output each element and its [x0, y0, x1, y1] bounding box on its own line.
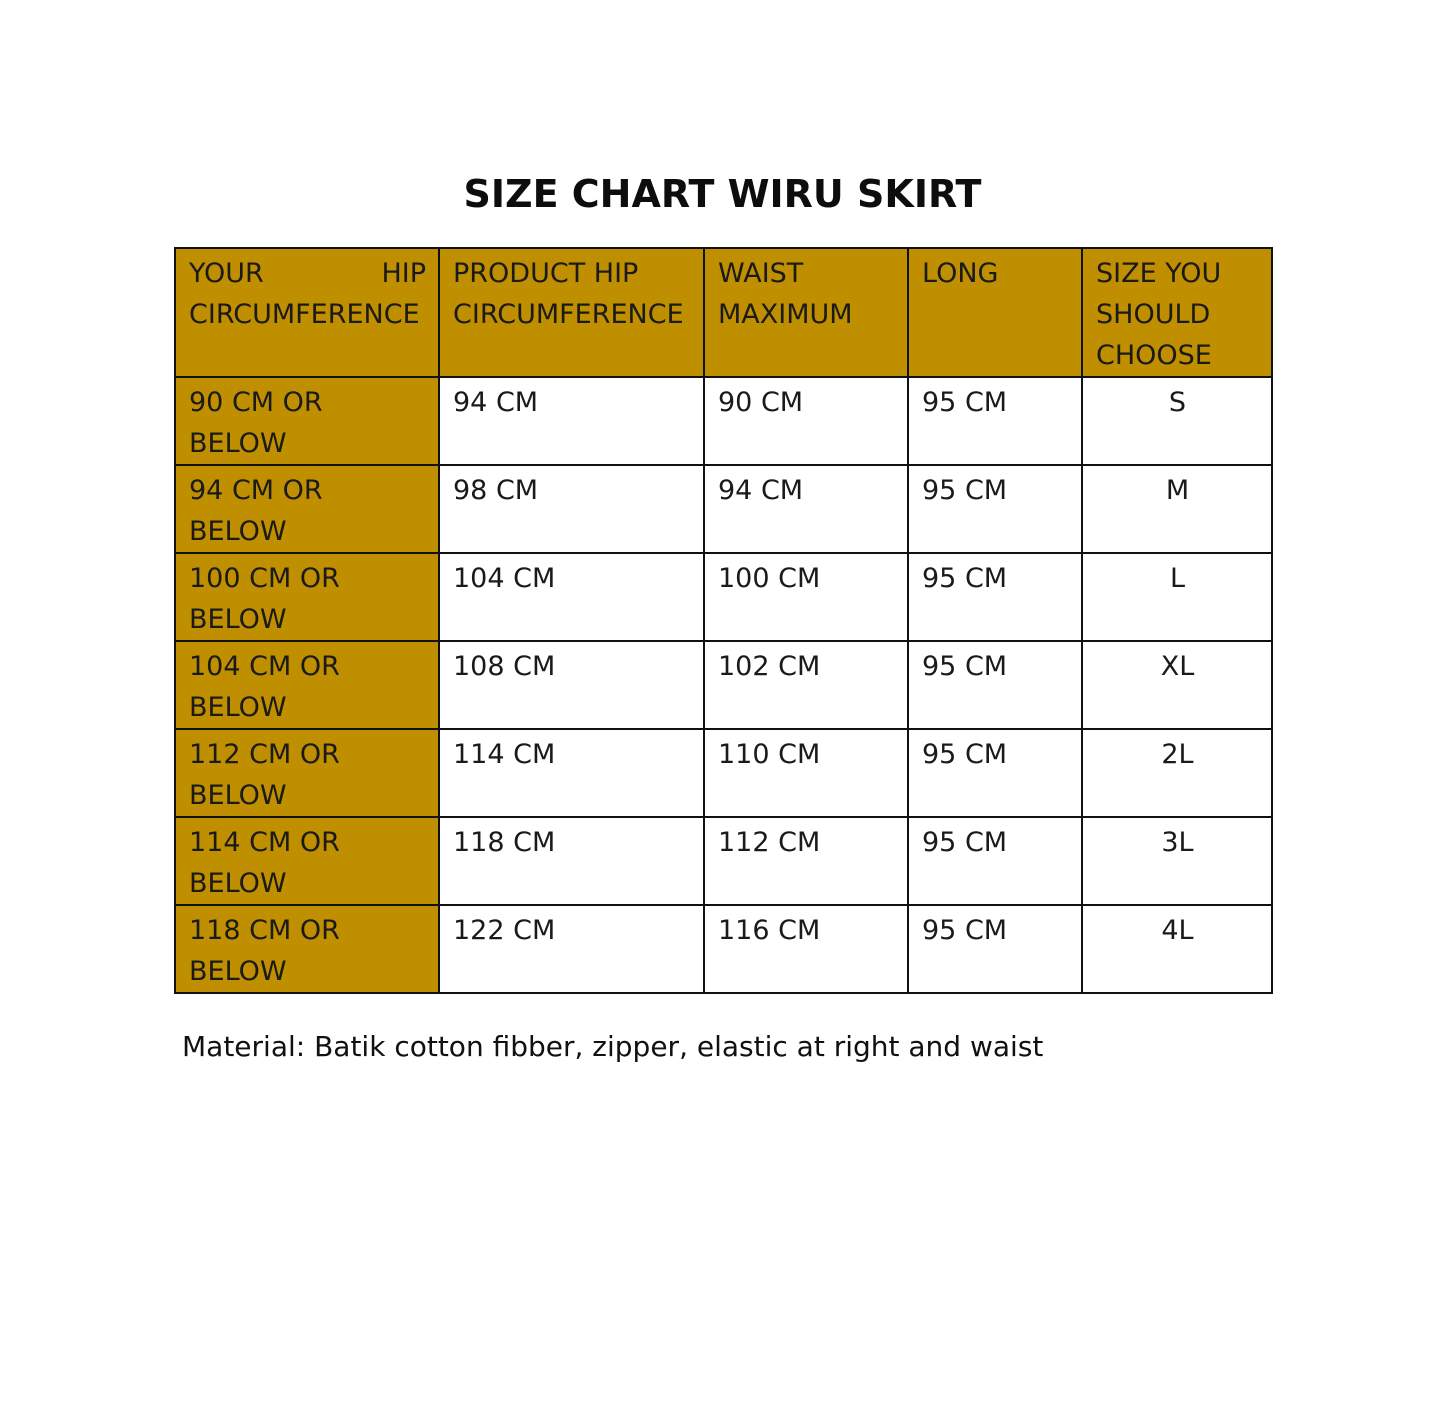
- your-hip-cell: 118 CM OR BELOW: [175, 905, 439, 993]
- waist-cell: 110 CM: [704, 729, 908, 817]
- size-chart-table: [174, 247, 1273, 994]
- your-hip-cell: 114 CM OR BELOW: [175, 817, 439, 905]
- your-hip-cell: 94 CM OR BELOW: [175, 465, 439, 553]
- product-hip-cell: 104 CM: [439, 553, 704, 641]
- header-waist-maximum: WAIST MAXIMUM: [704, 248, 908, 377]
- waist-cell: 112 CM: [704, 817, 908, 905]
- size-cell: M: [1082, 465, 1272, 553]
- size-cell: L: [1082, 553, 1272, 641]
- long-cell: 95 CM: [908, 553, 1082, 641]
- product-hip-cell: 98 CM: [439, 465, 704, 553]
- waist-cell: 94 CM: [704, 465, 908, 553]
- size-cell: 2L: [1082, 729, 1272, 817]
- table-row: [175, 729, 1272, 817]
- table-row: [175, 817, 1272, 905]
- long-cell: 95 CM: [908, 641, 1082, 729]
- long-cell: 95 CM: [908, 377, 1082, 465]
- size-cell: S: [1082, 377, 1272, 465]
- long-cell: 95 CM: [908, 465, 1082, 553]
- product-hip-cell: 114 CM: [439, 729, 704, 817]
- your-hip-cell: 112 CM OR BELOW: [175, 729, 439, 817]
- your-hip-cell: 90 CM OR BELOW: [175, 377, 439, 465]
- size-cell: 4L: [1082, 905, 1272, 993]
- header-long: LONG: [908, 248, 1082, 377]
- table-row: [175, 553, 1272, 641]
- header-size: SIZE YOU SHOULD CHOOSE: [1082, 248, 1272, 377]
- waist-cell: 116 CM: [704, 905, 908, 993]
- material-note: Material: Batik cotton fibber, zipper, elastic at right and waist: [182, 1030, 1044, 1063]
- long-cell: 95 CM: [908, 817, 1082, 905]
- header-your-hip: YOUR HIP CIRCUMFERENCE: [175, 248, 439, 377]
- product-hip-cell: 118 CM: [439, 817, 704, 905]
- table-row: [175, 641, 1272, 729]
- long-cell: 95 CM: [908, 905, 1082, 993]
- waist-cell: 100 CM: [704, 553, 908, 641]
- page-title: SIZE CHART WIRU SKIRT: [463, 172, 982, 216]
- your-hip-cell: 104 CM OR BELOW: [175, 641, 439, 729]
- product-hip-cell: 122 CM: [439, 905, 704, 993]
- product-hip-cell: 94 CM: [439, 377, 704, 465]
- size-cell: XL: [1082, 641, 1272, 729]
- long-cell: 95 CM: [908, 729, 1082, 817]
- waist-cell: 90 CM: [704, 377, 908, 465]
- waist-cell: 102 CM: [704, 641, 908, 729]
- header-row: [175, 248, 1272, 377]
- table-row: [175, 377, 1272, 465]
- table-row: [175, 905, 1272, 993]
- header-product-hip: PRODUCT HIP CIRCUMFERENCE: [439, 248, 704, 377]
- product-hip-cell: 108 CM: [439, 641, 704, 729]
- table-row: [175, 465, 1272, 553]
- your-hip-cell: 100 CM OR BELOW: [175, 553, 439, 641]
- size-cell: 3L: [1082, 817, 1272, 905]
